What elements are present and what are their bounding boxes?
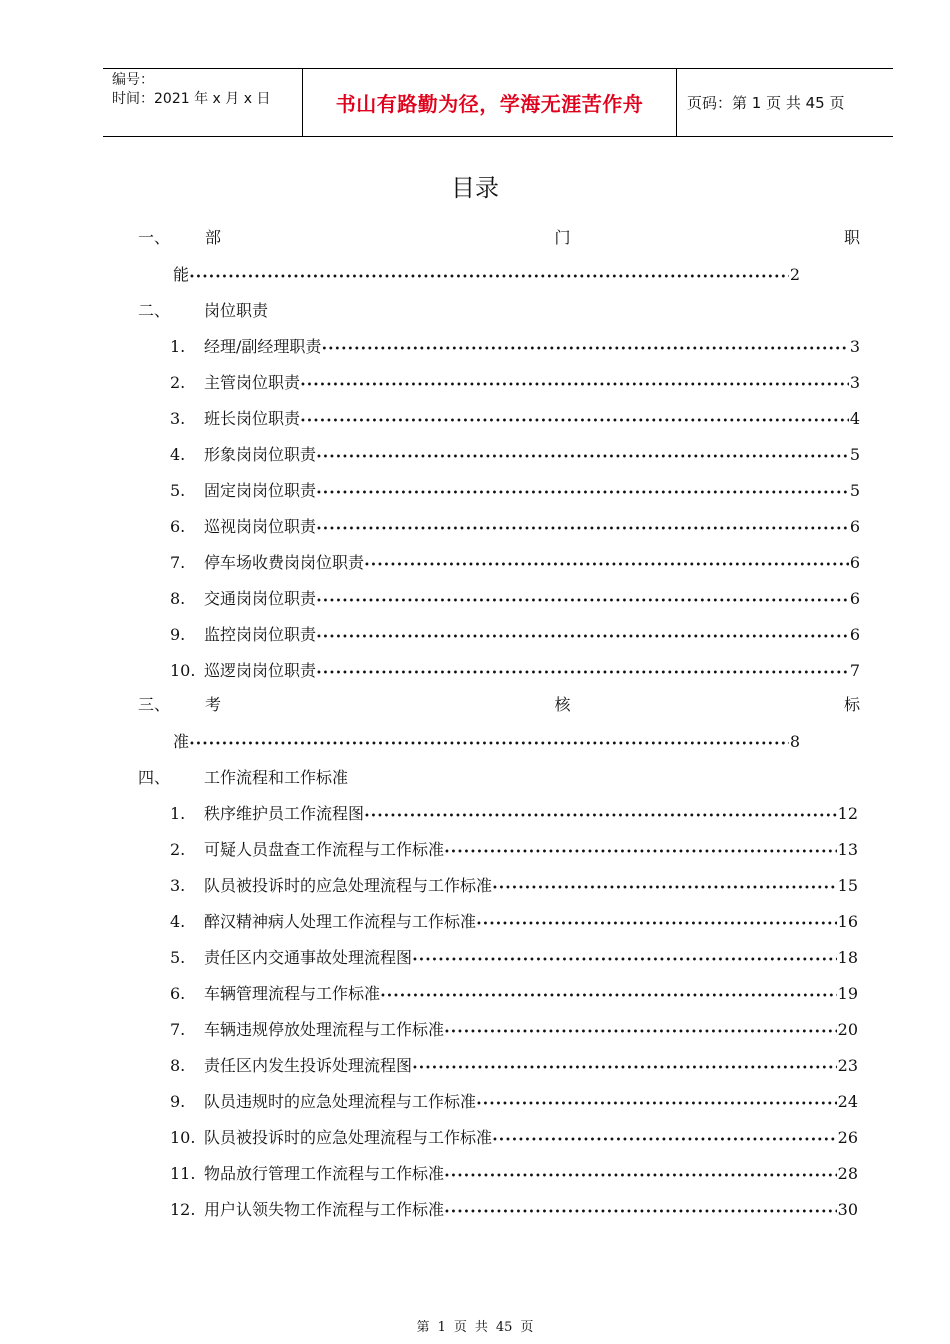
header-time: 时间：2021 年 x 月 x 日 [112,91,271,107]
toc-item[interactable] [170,1090,858,1114]
toc-item[interactable] [170,946,858,970]
toc-item[interactable] [170,982,858,1006]
toc-item-label: 班长岗位职责 [204,409,301,428]
toc-section-number: 二、 [138,301,171,320]
toc-item-label: 可疑人员盘查工作流程与工作标准 [204,840,445,859]
toc-section-label-part: 部 [205,228,222,247]
toc-leader-dots [444,1198,837,1225]
toc-item-label: 停车场收费岗岗位职责 [204,553,365,572]
toc-item-label: 责任区内发生投诉处理流程图 [204,1056,413,1075]
toc-leader-dots [364,802,837,829]
toc-item-label: 固定岗岗位职责 [204,481,317,500]
toc-section-label-part: 考 [205,695,222,714]
toc-page-number: 18 [837,948,858,967]
toc-item[interactable] [170,479,860,503]
header-page-info: 页码：第 1 页 共 45 页 [687,94,845,112]
toc-page-number: 13 [837,840,858,859]
toc-item-number: 8. [170,589,186,608]
toc-item-number: 5. [170,948,186,967]
toc-section-number: 一、 [138,228,171,247]
toc-leader-dots [316,515,849,542]
toc-item-number: 9. [170,625,186,644]
toc-item-number: 4. [170,445,186,464]
toc-item-label: 队员违规时的应急处理流程与工作标准 [204,1092,477,1111]
toc-leader-dots [380,982,837,1009]
toc-page-number: 3 [849,337,860,356]
toc-item-label: 交通岗岗位职责 [204,589,317,608]
toc-page-number: 6 [849,517,860,536]
toc-page-number: 3 [849,373,860,392]
toc-item[interactable] [170,371,860,395]
footer-text: 页 [453,1320,467,1335]
header-number: 编号： [112,72,154,88]
toc-leader-dots [412,1054,837,1081]
toc-section-2[interactable] [138,299,438,323]
toc-item[interactable] [170,335,860,359]
toc-section-label-part: 准 [173,732,190,751]
toc-page-number: 5 [849,445,860,464]
header-motto: 书山有路勤为径，学海无涯苦作舟 [303,69,677,136]
toc-leader-dots [321,335,848,362]
toc-section-label-part: 职 [843,228,860,247]
footer-text: 共 [474,1320,488,1335]
page-footer [0,1316,950,1335]
toc-page-number: 20 [837,1020,858,1039]
toc-item-number: 6. [170,517,186,536]
toc-page-number: 19 [837,984,858,1003]
toc-section-1-continuation[interactable] [173,263,800,287]
toc-leader-dots [189,263,789,290]
toc-leader-dots [316,479,849,506]
toc-leader-dots [364,551,849,578]
toc-item[interactable] [170,874,858,898]
footer-text: 第 [416,1320,430,1335]
toc-leader-dots [316,443,849,470]
toc-section-number: 四、 [138,768,171,787]
toc-item-label: 主管岗位职责 [204,373,301,392]
footer-text: 页 [520,1320,534,1335]
toc-page-number: 2 [789,265,800,284]
toc-item-label: 队员被投诉时的应急处理流程与工作标准 [204,1128,493,1147]
toc-item-label: 队员被投诉时的应急处理流程与工作标准 [204,876,493,895]
toc-item-label: 物品放行管理工作流程与工作标准 [204,1164,445,1183]
toc-item[interactable] [170,407,860,431]
toc-item-label: 巡视岗岗位职责 [204,517,317,536]
toc-item[interactable] [170,1162,858,1186]
toc-leader-dots [300,407,849,434]
toc-item-number: 1. [170,337,186,356]
toc-item-label: 巡逻岗岗位职责 [204,661,317,680]
toc-item-number: 2. [170,840,186,859]
toc-section-label-part: 核 [554,695,571,714]
toc-page-number: 15 [837,876,858,895]
toc-page-number: 5 [849,481,860,500]
toc-item-number: 12. [170,1200,196,1219]
page-title: 目录 [451,174,499,202]
header-meta [103,69,303,136]
toc-leader-dots [444,838,837,865]
toc-leader-dots [300,371,849,398]
toc-section-number: 三、 [138,695,171,714]
toc-leader-dots [444,1162,837,1189]
toc-leader-dots [492,874,837,901]
toc-item-number: 7. [170,553,186,572]
toc-item[interactable] [170,659,860,683]
toc-item-label: 经理/副经理职责 [204,337,322,356]
toc-item-number: 11. [170,1164,196,1183]
toc-item[interactable] [170,1198,858,1222]
toc-item-number: 9. [170,1092,186,1111]
toc-item[interactable] [170,802,858,826]
toc-item[interactable] [170,1054,858,1078]
toc-section-label-part: 能 [173,265,190,284]
toc-leader-dots [444,1018,837,1045]
toc-item-number: 7. [170,1020,186,1039]
toc-item-number: 3. [170,409,186,428]
toc-item[interactable] [170,515,860,539]
toc-item-number: 10. [170,661,196,680]
toc-item-label: 醉汉精神病人处理工作流程与工作标准 [204,912,477,931]
toc-page-number: 8 [789,732,800,751]
footer-total-pages: 45 [495,1320,513,1335]
toc-page-number: 30 [837,1200,858,1219]
toc-section-4[interactable] [138,766,538,790]
toc-leader-dots [492,1126,837,1153]
toc-item[interactable] [170,443,860,467]
toc-leader-dots [316,587,849,614]
toc-leader-dots [476,1090,837,1117]
toc-section-label: 工作流程和工作标准 [204,768,349,787]
toc-leader-dots [476,910,837,937]
toc-page-number: 7 [849,661,860,680]
toc-item-number: 5. [170,481,186,500]
toc-item[interactable] [170,838,858,862]
footer-page-number: 1 [437,1320,446,1335]
toc-page-number: 28 [837,1164,858,1183]
toc-item[interactable] [170,551,860,575]
toc-page-number: 26 [837,1128,858,1147]
toc-section-label-part: 门 [554,228,571,247]
toc-section-label-part: 标 [843,695,860,714]
toc-item-label: 监控岗岗位职责 [204,625,317,644]
toc-page-number: 6 [849,625,860,644]
toc-section-3-continuation[interactable] [173,730,800,754]
toc-leader-dots [316,659,849,686]
toc-item-label: 责任区内交通事故处理流程图 [204,948,413,967]
toc-page-number: 12 [837,804,858,823]
toc-item[interactable] [170,910,858,934]
toc-item-label: 车辆管理流程与工作标准 [204,984,381,1003]
toc-page-number: 6 [849,589,860,608]
toc-item[interactable] [170,1018,858,1042]
toc-section-label: 岗位职责 [204,301,269,320]
toc-item[interactable] [170,1126,858,1150]
toc-item-number: 10. [170,1128,196,1147]
toc-item-label: 车辆违规停放处理流程与工作标准 [204,1020,445,1039]
toc-item[interactable] [170,623,860,647]
toc-page-number: 4 [849,409,860,428]
toc-section-3[interactable] [138,693,860,717]
toc-item-label: 用户认领失物工作流程与工作标准 [204,1200,445,1219]
toc-leader-dots [189,730,789,757]
toc-item-number: 6. [170,984,186,1003]
toc-item-label: 形象岗岗位职责 [204,445,317,464]
toc-page-number: 16 [837,912,858,931]
toc-item-label: 秩序维护员工作流程图 [204,804,365,823]
toc-section-1[interactable] [138,226,860,250]
toc-page-number: 23 [837,1056,858,1075]
toc-leader-dots [412,946,837,973]
toc-page-number: 24 [837,1092,858,1111]
toc-item-number: 4. [170,912,186,931]
toc-item[interactable] [170,587,860,611]
toc-leader-dots [316,623,849,650]
toc-item-number: 3. [170,876,186,895]
toc-item-number: 2. [170,373,186,392]
toc-item-number: 8. [170,1056,186,1075]
page-header [103,68,893,137]
toc-page-number: 6 [849,553,860,572]
toc-item-number: 1. [170,804,186,823]
